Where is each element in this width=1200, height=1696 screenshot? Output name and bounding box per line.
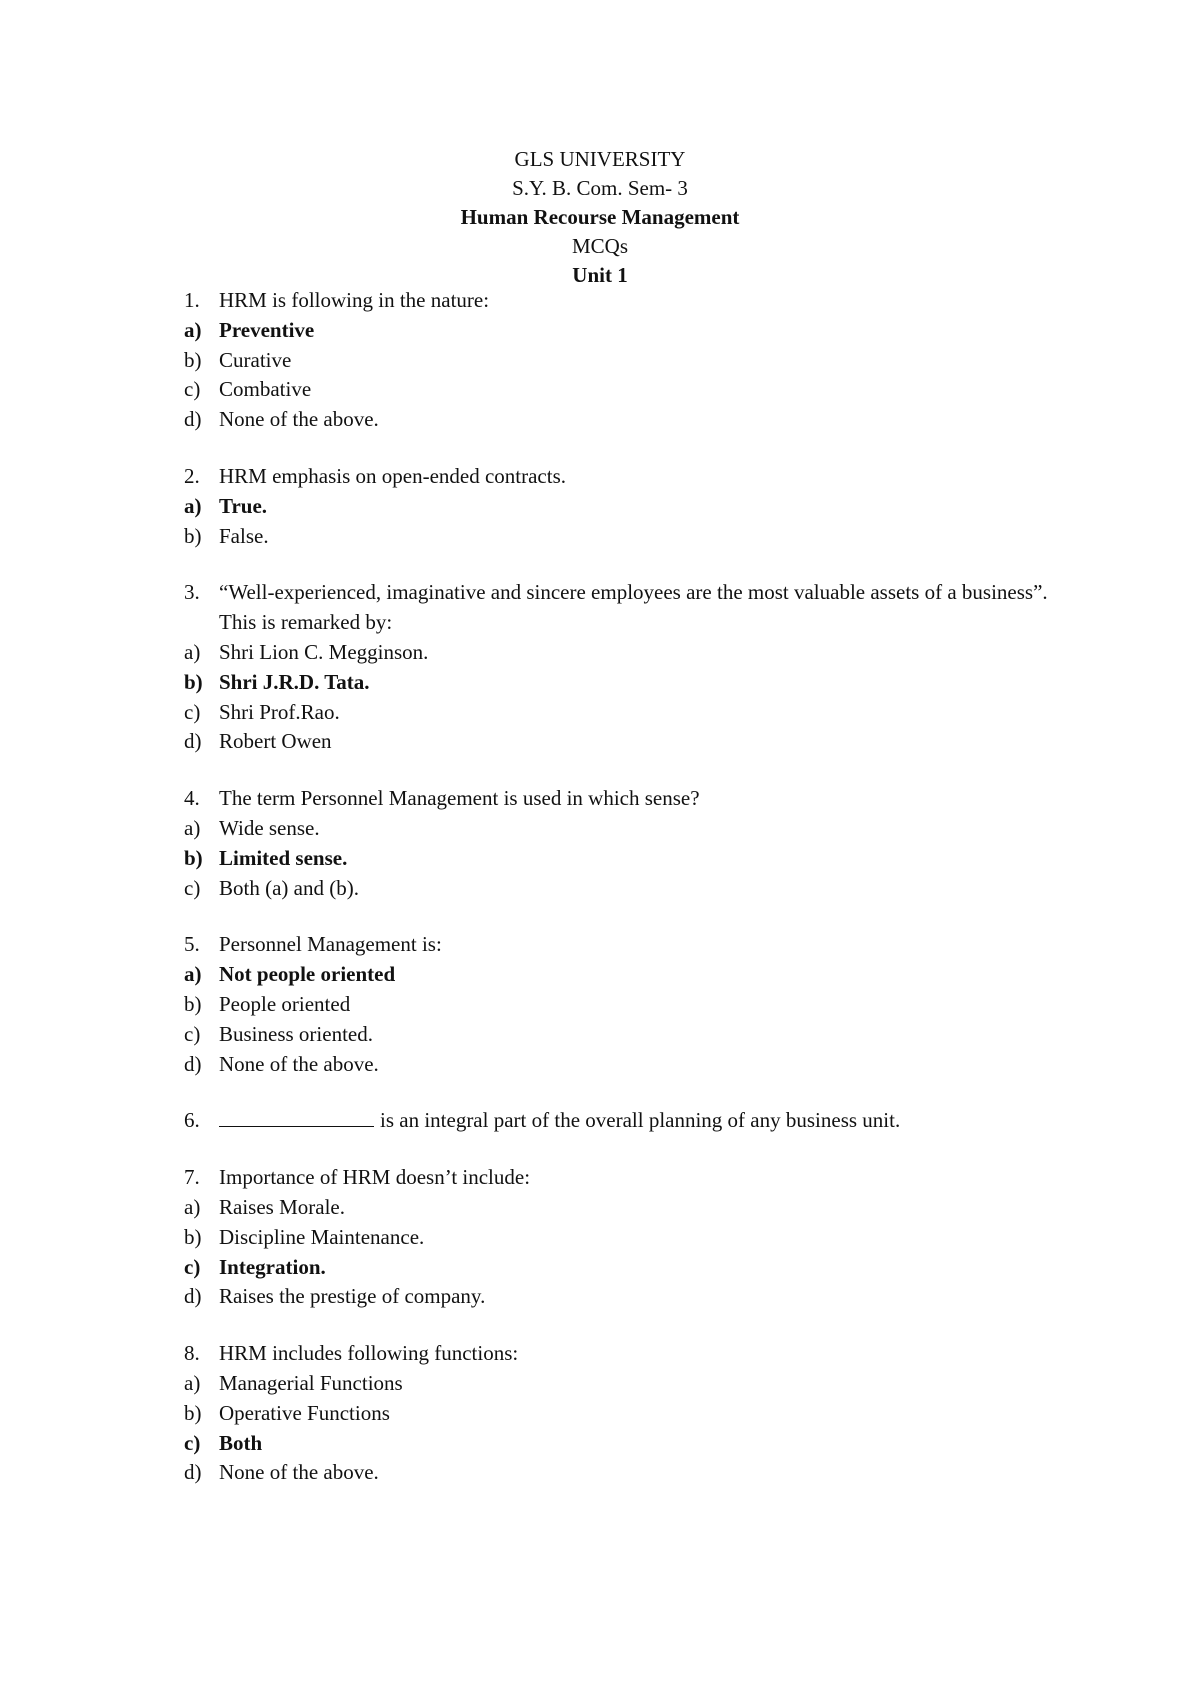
option-letter: a) <box>184 962 202 987</box>
question-text: “Well-experienced, imaginative and sincere employees are the most valuable assets of a business”. This is remarked by: <box>219 580 1048 635</box>
question-stem <box>184 1106 1084 1136</box>
answer-option <box>184 375 1084 405</box>
option-letter: a) <box>184 493 202 518</box>
question-text: HRM is following in the nature: <box>219 288 490 312</box>
option-text: Raises the prestige of company. <box>219 1284 486 1309</box>
option-letter: c) <box>184 1021 201 1046</box>
option-text: Managerial Functions <box>219 1370 403 1395</box>
question-text-wrap <box>219 286 1084 316</box>
question-text-wrap <box>219 1106 1084 1136</box>
option-text: None of the above. <box>219 1460 379 1485</box>
answer-option <box>184 874 1084 904</box>
option-letter: b) <box>184 523 202 548</box>
question-number: 7. <box>184 1165 200 1190</box>
question-block <box>184 1339 1084 1488</box>
option-text: Both (a) and (b). <box>219 875 359 900</box>
option-text: Operative Functions <box>219 1400 390 1425</box>
option-letter: a) <box>184 317 202 342</box>
option-text: Wide sense. <box>219 815 320 840</box>
question-block <box>184 578 1084 757</box>
question-text-wrap <box>219 578 1084 638</box>
question-text-wrap <box>219 784 1084 814</box>
option-text: Shri Prof.Rao. <box>219 699 340 724</box>
question-text-wrap <box>219 462 1084 492</box>
university-name: GLS UNIVERSITY <box>514 147 686 171</box>
option-text: People oriented <box>219 991 351 1016</box>
question-stem <box>184 462 1084 492</box>
question-text: HRM emphasis on open-ended contracts. <box>219 463 567 488</box>
answer-option-correct <box>184 492 1084 522</box>
option-letter: c) <box>184 1254 201 1279</box>
option-letter: a) <box>184 1370 201 1395</box>
question-stem <box>184 578 1084 638</box>
option-text: Shri Lion C. Megginson. <box>219 639 429 664</box>
answer-option-correct <box>184 316 1084 346</box>
question-text-wrap <box>219 930 1084 960</box>
option-text: False. <box>219 523 269 548</box>
option-text: Both <box>219 1430 263 1455</box>
question-block <box>184 1163 1084 1312</box>
option-letter: c) <box>184 1430 201 1455</box>
answer-option-correct <box>184 844 1084 874</box>
unit-title: Unit 1 <box>572 263 628 287</box>
course-line: S.Y. B. Com. Sem- 3 <box>512 176 688 200</box>
answer-option <box>184 346 1084 376</box>
answer-option <box>184 1458 1084 1488</box>
option-letter: d) <box>184 1051 202 1076</box>
fill-in-blank-line <box>219 1108 374 1127</box>
subject-title: Human Recourse Management <box>460 205 740 229</box>
option-letter: b) <box>184 845 203 870</box>
option-text: Raises Morale. <box>219 1194 345 1219</box>
answer-option <box>184 990 1084 1020</box>
option-text: Shri J.R.D. Tata. <box>219 669 370 694</box>
answer-option <box>184 1223 1084 1253</box>
document-type: MCQs <box>571 234 629 258</box>
option-text: Business oriented. <box>219 1021 373 1046</box>
option-text: Combative <box>219 377 312 402</box>
option-letter: a) <box>184 815 201 840</box>
option-text: Robert Owen <box>219 729 332 754</box>
option-letter: a) <box>184 1194 201 1219</box>
answer-option-correct <box>184 1429 1084 1459</box>
option-letter: b) <box>184 991 202 1016</box>
answer-option <box>184 814 1084 844</box>
option-letter: d) <box>184 407 202 432</box>
question-number: 1. <box>184 288 200 312</box>
question-text-wrap <box>219 1163 1084 1193</box>
question-block <box>184 286 1084 435</box>
answer-option <box>184 698 1084 728</box>
answer-option <box>184 1369 1084 1399</box>
option-letter: b) <box>184 1224 202 1249</box>
question-number: 4. <box>184 786 200 811</box>
option-text: True. <box>219 493 268 518</box>
answer-option <box>184 522 1084 552</box>
answer-option <box>184 1193 1084 1223</box>
question-block <box>184 462 1084 551</box>
option-letter: d) <box>184 1284 202 1309</box>
question-stem <box>184 1339 1084 1369</box>
option-text: Not people oriented <box>219 962 396 987</box>
answer-option <box>184 1050 1084 1080</box>
option-text: None of the above. <box>219 1051 379 1076</box>
question-text: Personnel Management is: <box>219 932 442 957</box>
option-letter: b) <box>184 1400 202 1425</box>
question-stem <box>184 930 1084 960</box>
question-text: is an integral part of the overall planning of any business unit. <box>380 1108 901 1133</box>
option-text: Limited sense. <box>219 845 348 870</box>
option-text: Integration. <box>219 1254 326 1279</box>
answer-option <box>184 1282 1084 1312</box>
option-text: Discipline Maintenance. <box>219 1224 425 1249</box>
question-block <box>184 930 1084 1079</box>
option-letter: c) <box>184 377 201 402</box>
question-stem <box>184 1163 1084 1193</box>
question-list <box>184 286 1084 1515</box>
answer-option <box>184 1399 1084 1429</box>
option-letter: c) <box>184 699 201 724</box>
question-text: Importance of HRM doesn’t include: <box>219 1165 531 1190</box>
answer-option <box>184 405 1084 435</box>
option-letter: c) <box>184 875 201 900</box>
answer-option <box>184 1020 1084 1050</box>
question-number: 6. <box>184 1108 200 1133</box>
option-letter: b) <box>184 669 203 694</box>
question-block <box>184 784 1084 903</box>
answer-option-correct <box>184 668 1084 698</box>
question-number: 3. <box>184 580 200 605</box>
option-text: Curative <box>219 347 292 372</box>
question-number: 8. <box>184 1341 200 1366</box>
question-text: HRM includes following functions: <box>219 1341 519 1366</box>
question-number: 5. <box>184 932 200 957</box>
option-text: None of the above. <box>219 407 379 432</box>
answer-option <box>184 727 1084 757</box>
answer-option-correct <box>184 1253 1084 1283</box>
answer-option <box>184 638 1084 668</box>
answer-option-correct <box>184 960 1084 990</box>
question-number: 2. <box>184 463 200 488</box>
option-text: Preventive <box>219 317 315 342</box>
option-letter: d) <box>184 729 202 754</box>
question-block <box>184 1106 1084 1136</box>
option-letter: d) <box>184 1460 202 1485</box>
option-letter: b) <box>184 347 202 372</box>
question-stem <box>184 286 1084 316</box>
question-stem <box>184 784 1084 814</box>
option-letter: a) <box>184 639 201 664</box>
document-header <box>0 145 1200 290</box>
question-text: The term Personnel Management is used in which sense? <box>219 786 700 811</box>
question-text-wrap <box>219 1339 1084 1369</box>
